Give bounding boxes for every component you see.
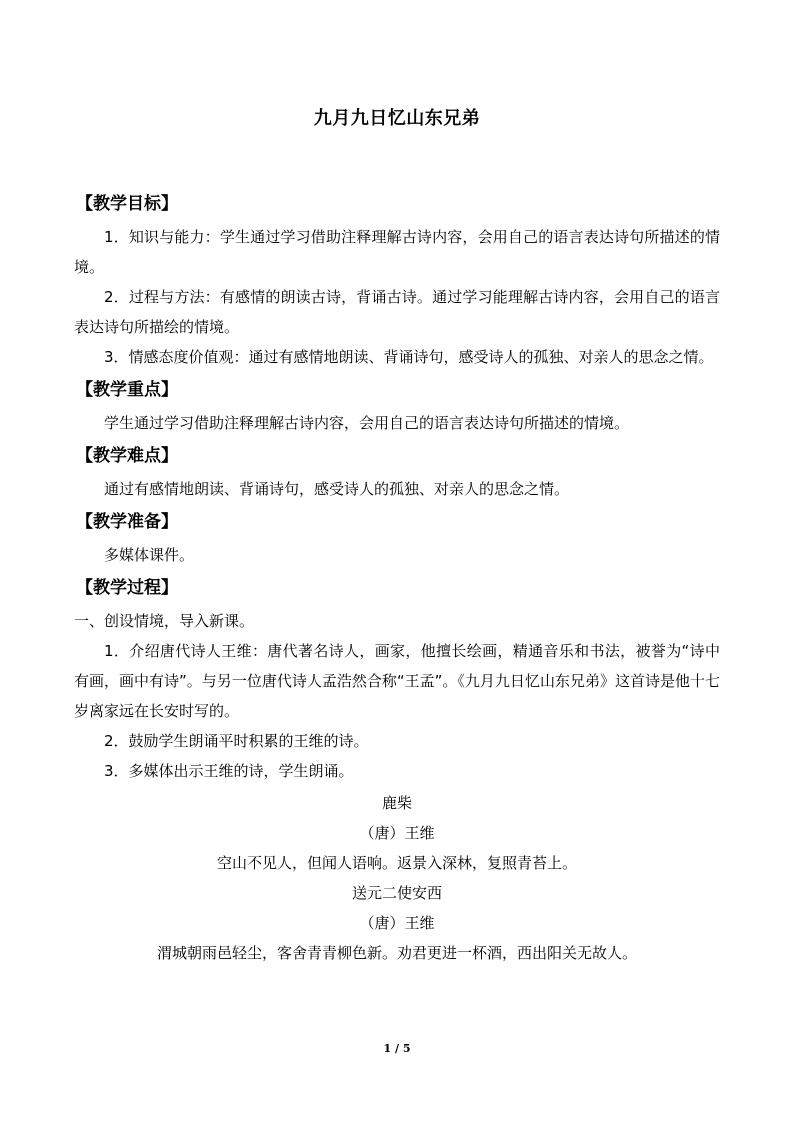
poem-2-text: 渭城朝雨邑轻尘，客舍青青柳色新。劝君更进一杯酒，西出阳关无故人。 [156, 944, 637, 962]
poem-1-text: 空山不见人，但闻人语响。返景入深林，复照青苔上。 [216, 854, 577, 872]
process-item-3: 3．多媒体出示王维的诗，学生朗诵。 [104, 762, 354, 780]
section-heading-goals: 【教学目标】 [76, 194, 178, 214]
document-body [74, 186, 720, 968]
process-item-1: 1．介绍唐代诗人王维：唐代著名诗人，画家，他擅长绘画，精通音乐和书法，被誉为“诗中有画，画中有诗”。与另一位唐代诗人孟浩然合称“王孟”。《九月九日忆山东兄弟》这首诗是他十七岁离家远在长安时写的。 [74, 642, 720, 720]
goal-item-1: 1．知识与能力：学生通过学习借助注释理解古诗内容，会用自己的语言表达诗句所描述的情境。 [74, 228, 720, 276]
section-heading-preparation: 【教学准备】 [76, 512, 178, 532]
page-title: 九月九日忆山东兄弟 [313, 108, 481, 129]
process-step-title: 一、创设情境，导入新课。 [74, 612, 255, 630]
difficulties-text: 通过有感情地朗读、背诵诗句，感受诗人的孤独、对亲人的思念之情。 [104, 480, 570, 498]
process-item-2: 2．鼓励学生朗诵平时积累的王维的诗。 [104, 732, 369, 750]
poem-1-title: 鹿柴 [381, 794, 412, 812]
preparation-text: 多媒体课件。 [104, 546, 195, 564]
section-heading-difficulties: 【教学难点】 [76, 446, 178, 466]
goal-item-3: 3．情感态度价值观：通过有感情地朗读、背诵诗句，感受诗人的孤独、对亲人的思念之情。 [104, 348, 714, 366]
page-number: 1 / 5 [383, 1042, 411, 1055]
poem-1-author: （唐）王维 [359, 824, 435, 842]
poem-2-title: 送元二使安西 [351, 884, 442, 902]
section-heading-process: 【教学过程】 [76, 578, 178, 598]
section-heading-key-points: 【教学重点】 [76, 380, 178, 400]
goal-item-2: 2．过程与方法：有感情的朗读古诗，背诵古诗。通过学习能理解古诗内容，会用自己的语言表达诗句所描绘的情境。 [74, 288, 720, 336]
poem-2-author: （唐）王维 [359, 914, 435, 932]
key-points-text: 学生通过学习借助注释理解古诗内容，会用自己的语言表达诗句所描述的情境。 [104, 414, 630, 432]
